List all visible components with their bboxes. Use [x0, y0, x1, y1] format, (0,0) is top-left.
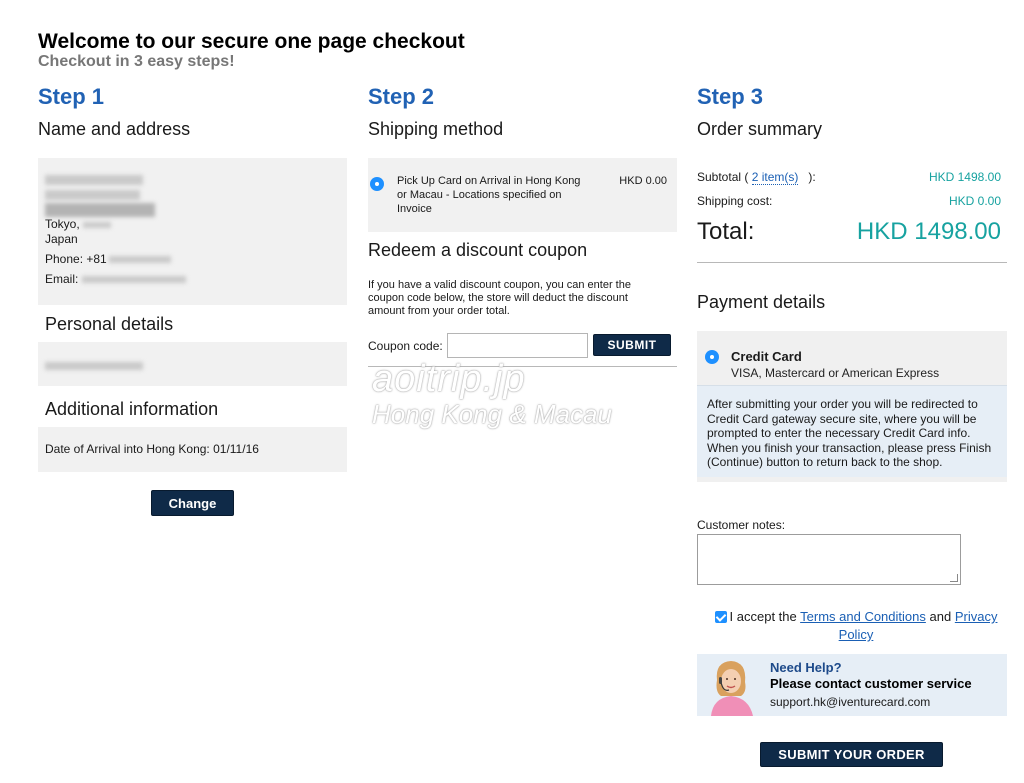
- order-summary-title: Order summary: [697, 119, 823, 139]
- customer-notes-field[interactable]: [697, 534, 961, 585]
- step3-label: Step 3: [697, 84, 764, 109]
- address-phone: Phone: +81: [45, 252, 340, 267]
- watermark-line2: Hong Kong & Macau: [372, 399, 612, 429]
- coupon-divider: [368, 366, 677, 367]
- help-contact-text: Please contact customer service: [770, 676, 972, 691]
- shipping-option-label: Pick Up Card on Arrival in Hong Kong or Macau - Locations specified on Invoice: [397, 175, 581, 215]
- personal-details-title: Personal details: [45, 314, 174, 334]
- subtotal-row: [697, 166, 1007, 190]
- help-question: Need Help?: [770, 660, 842, 675]
- payment-method-sub: VISA, Mastercard or American Express: [731, 366, 940, 380]
- shipping-cost-value: HKD 0.00: [948, 194, 1001, 208]
- coupon-input[interactable]: [447, 333, 588, 358]
- watermark: [372, 358, 612, 430]
- accept-checkbox[interactable]: [715, 611, 727, 623]
- support-email[interactable]: support.hk@iventurecard.com: [770, 695, 931, 709]
- submit-order-button[interactable]: SUBMIT YOUR ORDER: [760, 742, 943, 767]
- coupon-description: If you have a valid discount coupon, you can enter the coupon code below, the store will deduct the discount amount from your order total.: [368, 279, 631, 317]
- address-box: [38, 158, 347, 305]
- subtotal-value: HKD 1498.00: [928, 170, 1001, 184]
- summary-divider: [697, 262, 1007, 263]
- page-subtitle: Checkout in 3 easy steps!: [38, 53, 235, 70]
- shipping-option[interactable]: [368, 158, 677, 232]
- address-city: Tokyo,: [45, 217, 340, 232]
- privacy-link[interactable]: Privacy Policy: [838, 609, 998, 642]
- accept-terms: I accept the Terms and Conditions and Privacy Policy: [706, 608, 1006, 644]
- shipping-cost-label: Shipping cost:: [697, 194, 773, 208]
- payment-method-label: Credit Card: [731, 349, 802, 364]
- step1-label: Step 1: [38, 84, 105, 109]
- coupon-row: [368, 333, 677, 359]
- customer-notes-label: Customer notes:: [697, 518, 786, 532]
- step1-column: [38, 84, 347, 511]
- watermark-line1: aoitrip.jp: [372, 358, 526, 400]
- step2-column: [368, 84, 677, 367]
- payment-option[interactable]: [697, 331, 1007, 482]
- redacted-personal: [45, 362, 143, 370]
- payment-radio[interactable]: [705, 350, 719, 364]
- shipping-option-price: HKD 0.00: [619, 175, 667, 187]
- name-address-title: Name and address: [38, 119, 191, 139]
- shipping-method-title: Shipping method: [368, 119, 504, 139]
- page-title: Welcome to our secure one page checkout: [38, 30, 465, 53]
- personal-details-box: [38, 342, 347, 386]
- change-button[interactable]: Change: [151, 490, 234, 516]
- shipping-radio[interactable]: [370, 177, 384, 191]
- coupon-label: Coupon code:: [368, 339, 443, 353]
- coupon-submit-button[interactable]: SUBMIT: [593, 334, 671, 356]
- total-value: HKD 1498.00: [856, 218, 1001, 245]
- resize-grip-icon[interactable]: [950, 574, 958, 582]
- address-email: Email:: [45, 272, 340, 287]
- redacted-address-2: [45, 202, 340, 217]
- arrival-date: Date of Arrival into Hong Kong: 01/11/16: [45, 442, 259, 456]
- payment-details-title: Payment details: [697, 292, 826, 312]
- items-link[interactable]: 2 item(s): [751, 170, 799, 184]
- redacted-name: [45, 172, 340, 187]
- subtotal-label: Subtotal ( 2 item(s) ):: [697, 170, 816, 184]
- step2-label: Step 2: [368, 84, 435, 109]
- support-agent-avatar: [701, 656, 761, 716]
- total-row: [697, 214, 1007, 258]
- step3-column: [697, 84, 1007, 482]
- payment-note: After submitting your order you will be redirected to Credit Card gateway secure site, where you will be prompted to enter the necessary Credit Card info. When you finish your transaction, please press Finish (Continue) button to return back to the shop.: [697, 385, 1007, 477]
- redeem-coupon-title: Redeem a discount coupon: [368, 240, 588, 260]
- address-country: Japan: [45, 232, 78, 246]
- additional-info-title: Additional information: [45, 399, 219, 419]
- shipping-cost-row: [697, 190, 1007, 214]
- total-label: Total:: [697, 218, 755, 245]
- redacted-address-1: [45, 187, 340, 202]
- additional-info-box: [38, 427, 347, 472]
- terms-link[interactable]: Terms and Conditions: [800, 609, 926, 624]
- help-box: [697, 654, 1007, 716]
